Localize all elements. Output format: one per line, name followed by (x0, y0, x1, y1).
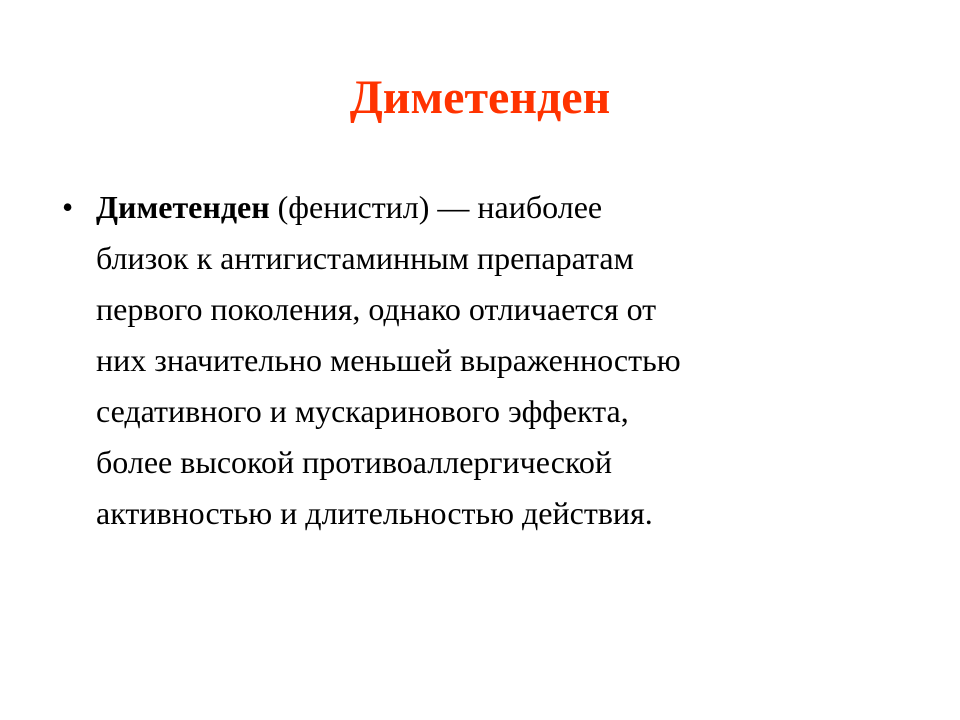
bullet-item (56, 182, 896, 539)
bullet-dot-icon: • (62, 189, 74, 225)
bullet-line-6: более высокой противоаллергической (96, 444, 613, 480)
bullet-line-1 (96, 182, 896, 233)
bullet-line-3: первого поколения, однако отличается от (96, 291, 657, 327)
drug-name-term: Диметенден (96, 189, 270, 225)
bullet-line-1-rest: (фенистил) — наиболее (269, 189, 603, 225)
bullet-line-5: седативного и мускаринового эффекта, (96, 393, 629, 429)
bullet-line-7: активностью и длительностью действия. (96, 495, 653, 531)
bullet-list (56, 182, 896, 539)
bullet-line-4: них значительно меньшей выраженностью (96, 342, 681, 378)
bullet-line-2: близок к антигистаминным препаратам (96, 240, 634, 276)
slide-title: Диметенден (349, 71, 611, 124)
